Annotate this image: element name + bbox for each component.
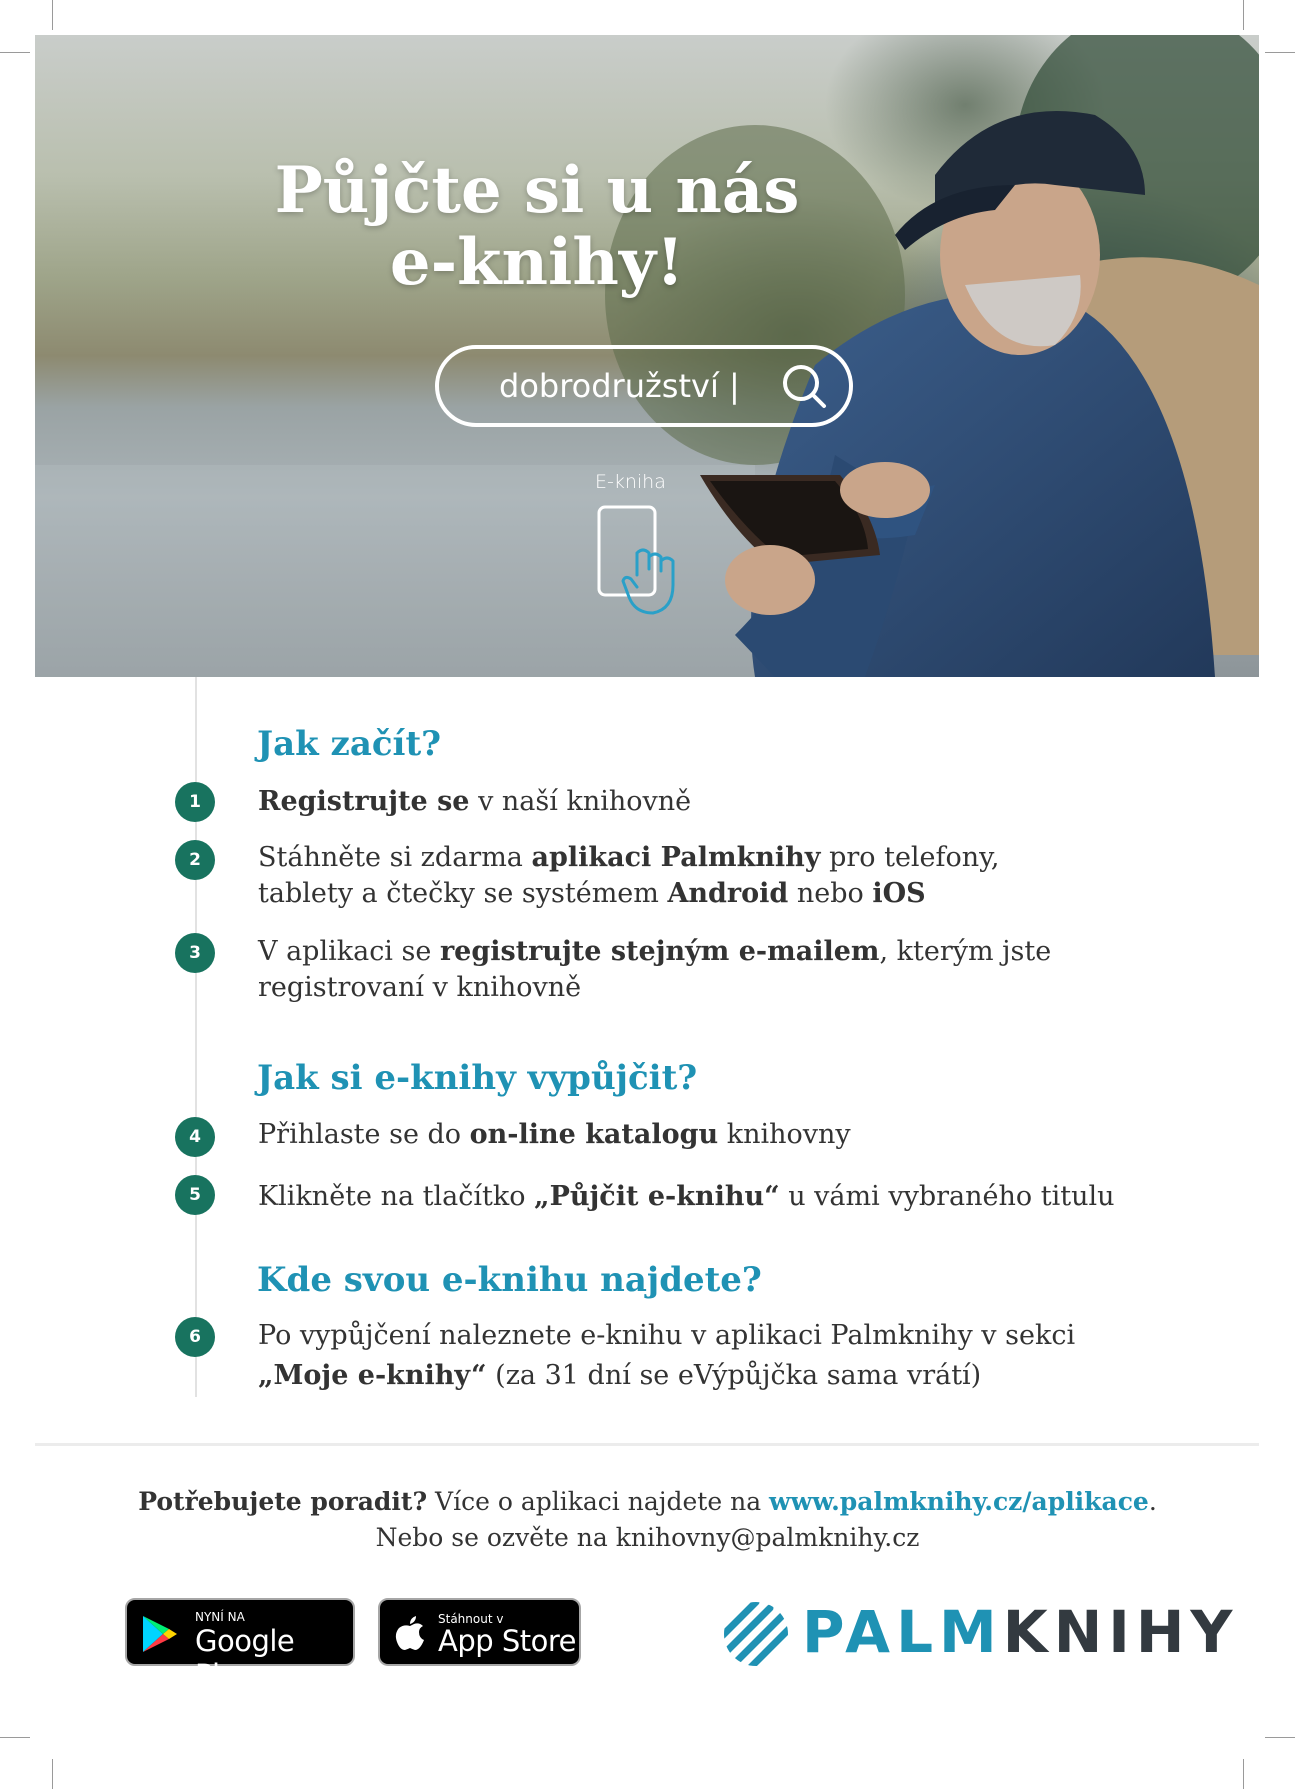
help-text: Více o aplikaci najdete na	[427, 1487, 770, 1516]
hero-title-line1: Půjčte si u nás	[274, 153, 800, 228]
palmknihy-leaf-icon	[722, 1600, 790, 1668]
search-input-value[interactable]: dobrodružství |	[499, 367, 740, 405]
crop-mark	[0, 52, 30, 53]
apple-icon	[394, 1614, 426, 1652]
step-number: 6	[175, 1317, 215, 1357]
app-store-small: Stáhnout v	[438, 1612, 504, 1626]
crop-mark	[1265, 52, 1295, 53]
step-text: Stáhněte si zdarma aplikaci Palmknihy pro telefony, tablety a čtečky se systémem Android nebo iOS	[258, 842, 1000, 909]
step-number: 1	[175, 782, 215, 822]
crop-mark	[52, 0, 53, 30]
step-text: Přihlaste se do on-line katalogu knihovny	[258, 1119, 851, 1150]
palmknihy-logo	[720, 1596, 1239, 1672]
app-link[interactable]: www.palmknihy.cz/aplikace	[769, 1487, 1149, 1516]
step-number: 2	[175, 840, 215, 880]
app-store-badge[interactable]	[378, 1598, 581, 1666]
step-text: V aplikaci se registrujte stejným e-mailem, kterým jste registrovaní v knihovně	[258, 936, 1052, 1003]
section-heading-find: Kde svou e-knihu najdete?	[257, 1260, 762, 1300]
crop-mark	[52, 1759, 53, 1789]
help-line2: Nebo se ozvěte na knihovny@palmknihy.cz	[375, 1523, 920, 1552]
section-heading-start: Jak začít?	[257, 724, 442, 764]
app-store-label: App Store	[438, 1624, 577, 1658]
search-icon[interactable]	[781, 363, 827, 409]
logo-part1: PALM	[802, 1598, 1003, 1666]
logo-part2: KNIHY	[1002, 1598, 1239, 1666]
step-number: 4	[175, 1117, 215, 1157]
crop-mark	[1243, 1759, 1244, 1789]
ebook-label: E-kniha	[595, 471, 666, 493]
step-text: Registrujte se v naší knihovně	[258, 786, 692, 817]
step-text: Klikněte na tlačítko „Půjčit e-knihu“ u vámi vybraného titulu	[258, 1181, 1115, 1212]
hero-title-line2: e-knihy!	[389, 225, 685, 300]
section-heading-borrow: Jak si e-knihy vypůjčit?	[257, 1058, 698, 1098]
hero-banner	[35, 35, 1259, 677]
help-end: .	[1148, 1487, 1157, 1516]
step-number: 3	[175, 933, 215, 973]
crop-mark	[0, 1737, 30, 1738]
google-play-icon	[141, 1614, 179, 1654]
tablet-tap-icon	[595, 505, 705, 625]
divider	[35, 1443, 1259, 1446]
search-bar[interactable]	[435, 345, 853, 427]
google-play-badge[interactable]	[125, 1598, 355, 1692]
crop-mark	[1243, 0, 1244, 30]
help-lead: Potřebujete poradit?	[138, 1487, 428, 1516]
crop-mark	[1265, 1737, 1295, 1738]
google-play-small: NYNÍ NA	[195, 1610, 245, 1624]
google-play-label: Google Play	[195, 1624, 295, 1692]
help-line1	[0, 1484, 1295, 1520]
step-text: Po vypůjčení naleznete e-knihu v aplikaci Palmknihy v sekci „Moje e-knihy“ (za 31 dní se eVýpůjčka sama vrátí)	[258, 1320, 1076, 1391]
palmknihy-wordmark	[802, 1598, 1238, 1666]
step-number: 5	[175, 1175, 215, 1215]
